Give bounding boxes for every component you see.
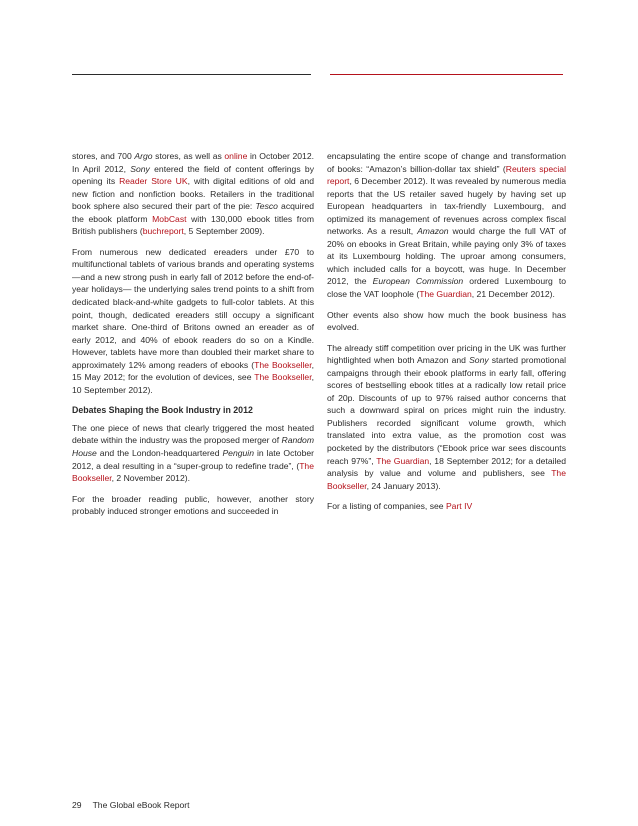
text-italic: Tesco (255, 201, 278, 212)
text: stores, as well as (152, 151, 225, 161)
paragraph (327, 500, 566, 513)
link-reuters-special-report[interactable]: Reuters special report (327, 163, 566, 187)
link-the-guardian[interactable]: The Guardian (376, 455, 430, 466)
text: The one piece of news that clearly triggered the most heated debate within the industry was the proposed merger of (72, 422, 314, 446)
paragraph (72, 246, 314, 397)
text: with 130,000 ebook titles from British publishers ( (72, 213, 314, 237)
text: in late October 2012, a deal resulting in a “super-group to redefine trade”, ( (72, 447, 314, 471)
text: From numerous new dedicated ereaders under £70 to multifunctional tablets of various brands and operating systems —and a new strong push in early fall of 2012 before the end-of-year holidays— the underlying sales trend points to a shift from dedicated black-and-white gadgets to full-color tablets. At this point, though, dedicated ereaders still occupy a significant market share. One-third of Britons owned an ereader as of early 2012, and 40% of ebook readers do so on a Kindle. However, tablets have more than doubled their market share to approximately 12% among readers of ebooks ( (72, 246, 314, 370)
link-reader-store-uk[interactable]: Reader Store UK (119, 176, 188, 187)
header-rule-left (72, 74, 311, 75)
section-heading: Debates Shaping the Book Industry in 2012 (72, 405, 253, 416)
link-the-bookseller[interactable]: The Bookseller (254, 372, 312, 383)
link-the-guardian[interactable]: The Guardian (419, 289, 472, 300)
header-rule-right (330, 74, 563, 75)
text: encapsulating the entire scope of change and transformation of books: “Amazon’s billion-dollar tax shield” ( (327, 151, 566, 174)
link-the-bookseller[interactable]: The Bookseller (72, 460, 314, 484)
text: would charge the full VAT of 20% on ebooks in Great Britain, while paying only 3% of taxes at its Luxembourg holding. The uproar among consumers, which included calls for a boycott, was huge. In December 2012, the (327, 226, 567, 287)
left-column (72, 150, 314, 526)
text: For the broader reading public, however, another story probably induced stronger emotions and succeeded in (72, 493, 314, 517)
text-italic: Amazon (417, 226, 449, 237)
paragraph (327, 342, 566, 493)
link-buchreport[interactable]: buchreport (142, 226, 184, 237)
link-the-bookseller[interactable]: The Bookseller (327, 468, 566, 491)
text: For a listing of companies, see (327, 501, 446, 512)
link-the-bookseller[interactable]: The Bookseller (254, 359, 312, 370)
text: started promotional campaigns through their ebook platforms in early fall, offering scores of bestselling ebook titles at a radically low retail price of 20p. Discounts of up to 97% raised author concerns that such a downward spiral on prices might ruin the industry. Publishers recorded significant volume growth, which translated into extra value, as the promotion cost was pocketed by the distributors (“Ebook price war sees discounts reach 97%”, (327, 355, 567, 466)
page-footer (72, 800, 190, 810)
text: ordered Luxembourg to close the VAT loophole ( (327, 276, 566, 300)
text: Other events also show how much the book business has evolved. (327, 309, 566, 333)
link-mobcast[interactable]: MobCast (152, 213, 187, 224)
text: , 21 December 2012). (471, 289, 555, 300)
paragraph (327, 309, 566, 334)
text: , 15 May 2012; for the evolution of devices, see (72, 359, 314, 383)
text-italic: Sony (130, 163, 150, 174)
report-title: The Global eBook Report (92, 800, 190, 810)
text: entered the field of content offerings by opening its (72, 163, 314, 187)
paragraph (72, 493, 314, 518)
text: , with digital editions of old and new fiction and nonfiction books. Retailers in the traditional book sphere also secured their part of the pie: (72, 176, 314, 212)
page-number: 29 (72, 800, 82, 810)
text: , 6 December 2012). It was revealed by numerous media reports that the US retailer saved hugely by having set up European headquarters in tax-friendly Luxembourg, and optimized its management of revenues across complex fiscal networks. As a result, (327, 176, 566, 237)
right-column (327, 150, 566, 521)
text: , 2 November 2012). (111, 473, 190, 484)
text: stores, and 700 (72, 151, 135, 161)
text: acquired the ebook platform (72, 201, 314, 224)
paragraph (72, 150, 314, 238)
text-italic: Random House (72, 435, 314, 458)
text-italic: Sony (469, 355, 489, 366)
text: in October 2012. In April 2012, (72, 151, 314, 174)
text: , 18 September 2012; for a detailed analysis by value and volume and publishers, see (327, 455, 566, 479)
text: , 10 September 2012). (72, 372, 314, 395)
link-part-iv[interactable]: Part IV (445, 501, 473, 512)
text-italic: Argo (134, 151, 153, 161)
text: , 5 September 2009). (183, 226, 265, 237)
text: The already stiff competition over pricing in the UK was further hightlighted when both Amazon and (327, 342, 566, 366)
paragraph (72, 422, 314, 485)
text-italic: Penguin (222, 447, 254, 458)
link-online[interactable]: online (224, 151, 248, 161)
text: and the London-headquartered (96, 447, 223, 458)
text: , 24 January 2013). (366, 480, 441, 491)
paragraph (327, 150, 566, 301)
text-italic: European Commission (372, 276, 464, 287)
